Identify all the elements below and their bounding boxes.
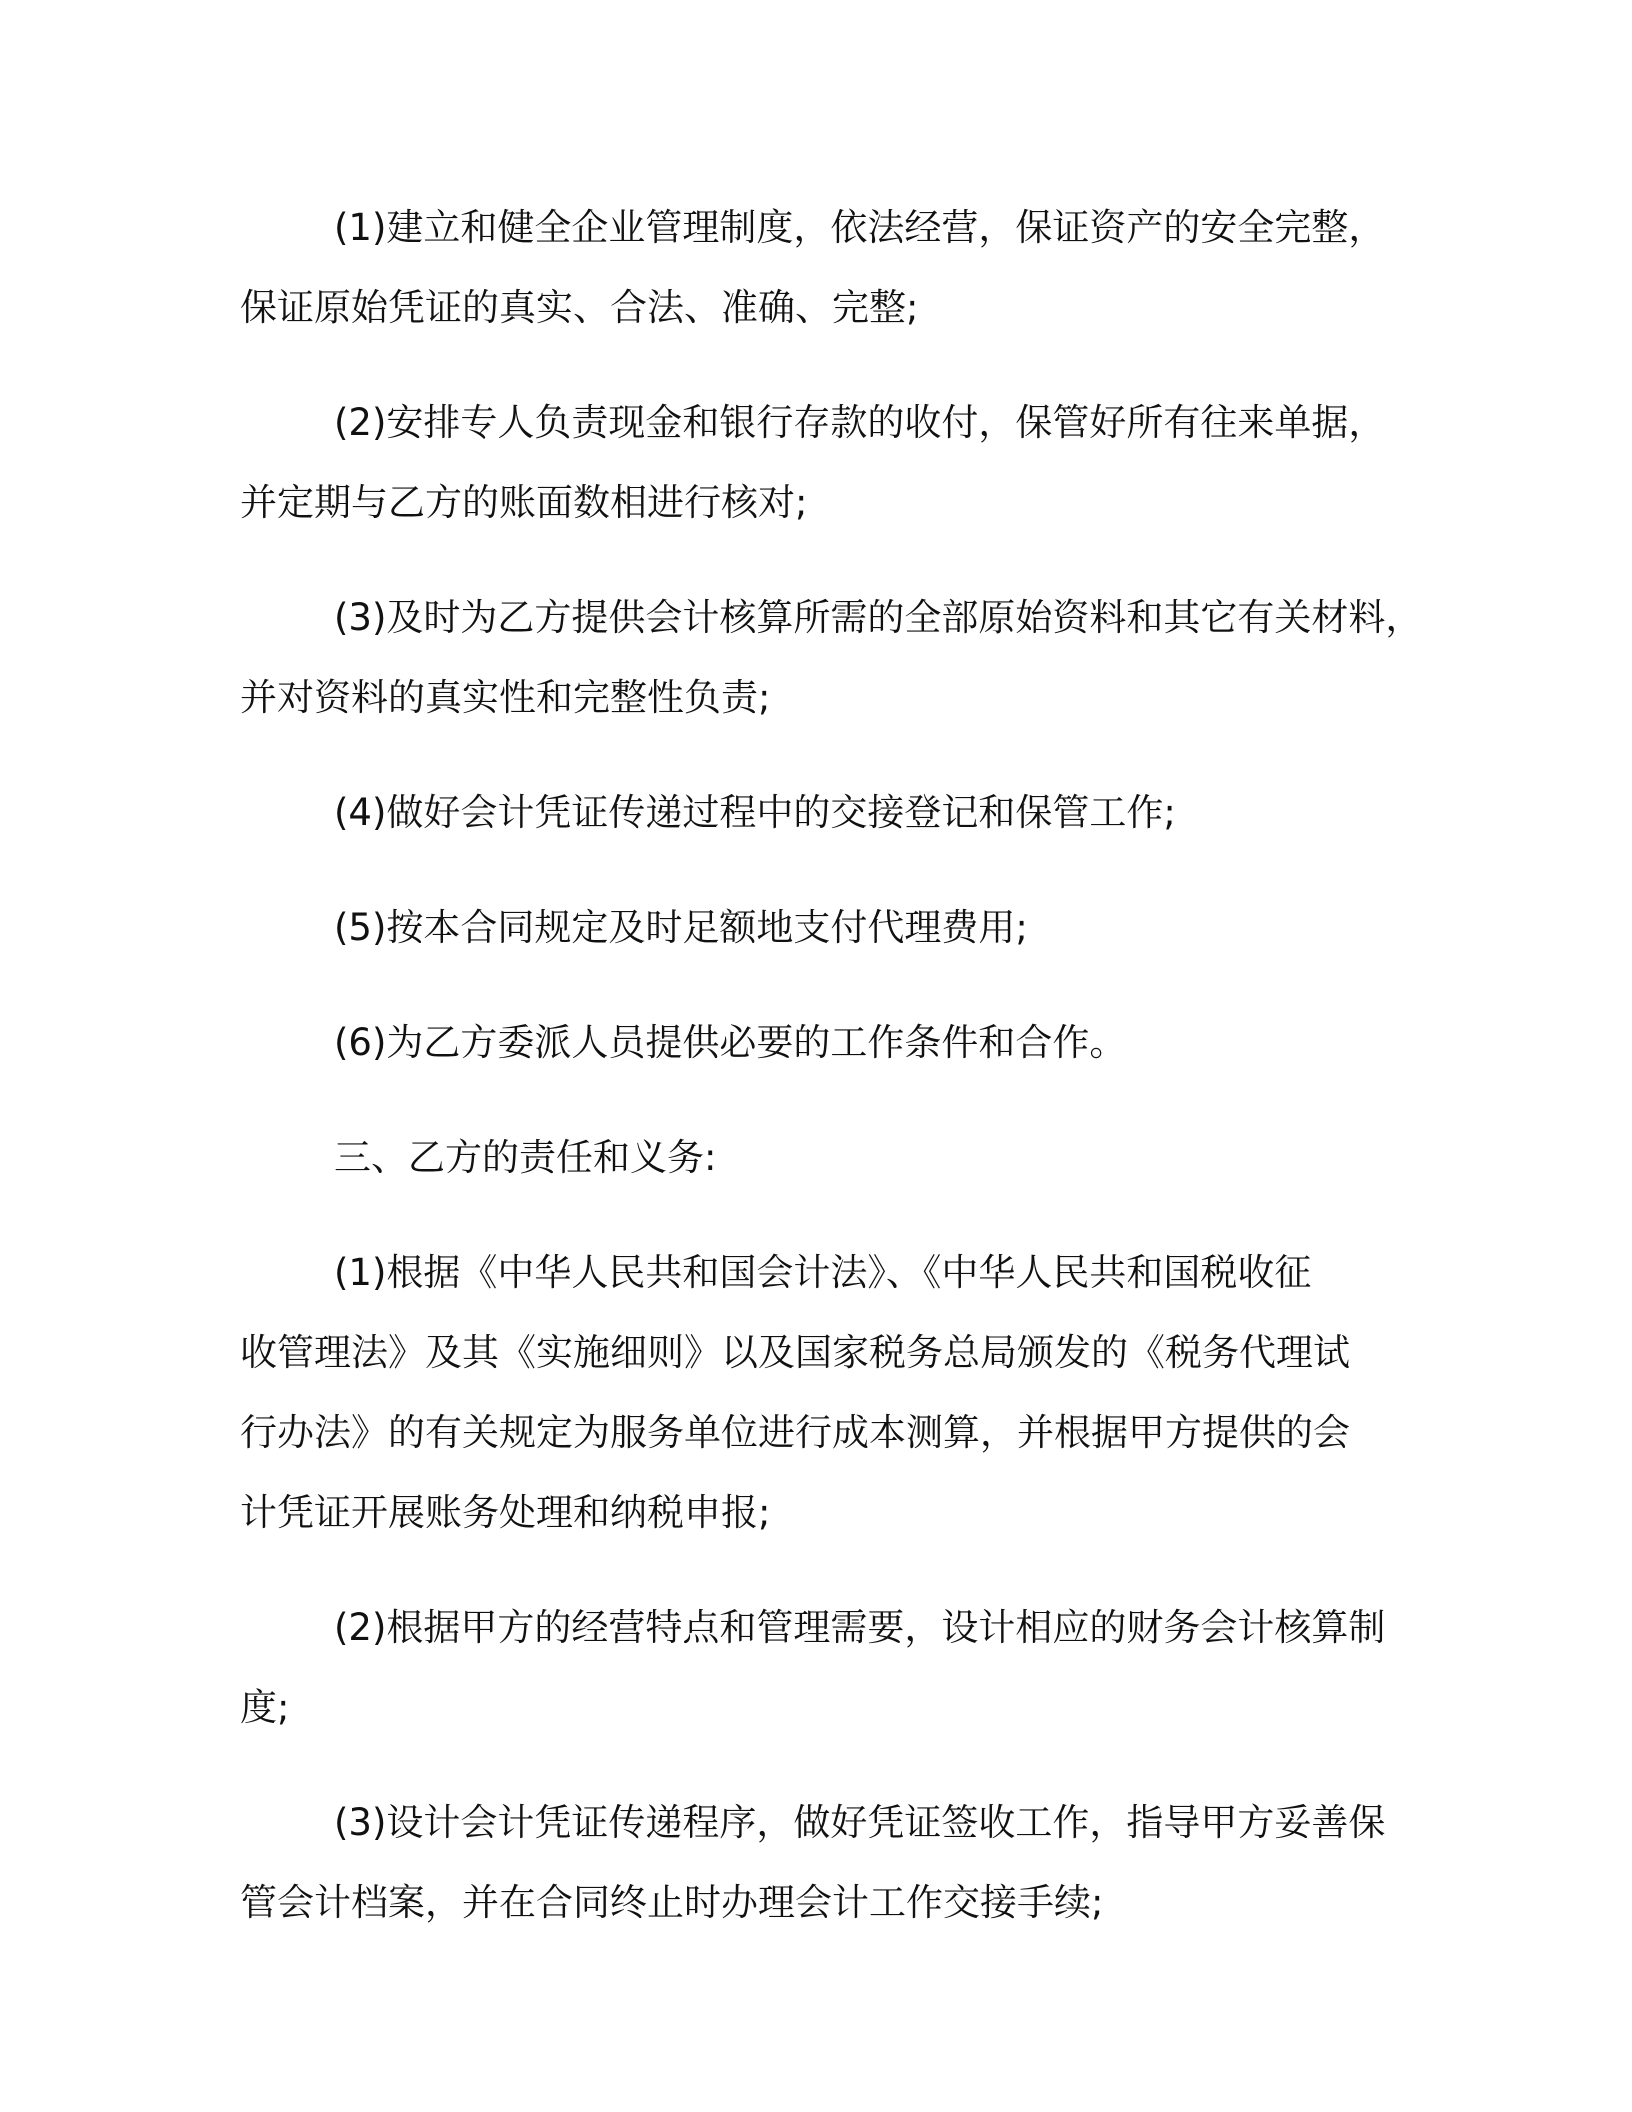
paragraph-party-b-duty-1 — [240, 1233, 1410, 1553]
paragraph-line: (3)设计会计凭证传递程序，做好凭证签收工作，指导甲方妥善保 — [334, 1801, 1386, 1844]
paragraph-line: (5)按本合同规定及时足额地支付代理费用; — [334, 906, 1028, 949]
paragraph-party-b-duty-2 — [240, 1588, 1410, 1748]
paragraph-line: 并对资料的真实性和完整性负责; — [240, 676, 771, 719]
paragraph-line: 收管理法》及其《实施细则》以及国家税务总局颁发的《税务代理试 — [240, 1331, 1350, 1374]
paragraph-line: (2)根据甲方的经营特点和管理需要，设计相应的财务会计核算制 — [334, 1606, 1386, 1649]
paragraph-party-b-duty-3 — [240, 1783, 1410, 1943]
section-heading-text: 三、乙方的责任和义务: — [334, 1136, 717, 1179]
paragraph-party-a-duty-1 — [240, 188, 1410, 348]
paragraph-party-a-duty-3 — [240, 578, 1423, 738]
paragraph-line: (1)建立和健全企业管理制度，依法经营，保证资产的安全完整， — [334, 206, 1386, 249]
paragraph-line: 并定期与乙方的账面数相进行核对; — [240, 481, 808, 524]
paragraph-line: (4)做好会计凭证传递过程中的交接登记和保管工作; — [334, 791, 1176, 834]
paragraph-line: 保证原始凭证的真实、合法、准确、完整; — [240, 286, 919, 329]
paragraph-line: 度; — [240, 1686, 290, 1729]
paragraph-party-a-duty-2 — [240, 383, 1410, 543]
paragraph-party-a-duty-4 — [240, 773, 1410, 853]
paragraph-line: (2)安排专人负责现金和银行存款的收付，保管好所有往来单据， — [334, 401, 1386, 444]
paragraph-line: 管会计档案，并在合同终止时办理会计工作交接手续; — [240, 1881, 1104, 1924]
document-body — [240, 188, 1423, 1978]
paragraph-line: 行办法》的有关规定为服务单位进行成本测算，并根据甲方提供的会 — [240, 1411, 1350, 1454]
paragraph-line: 计凭证开展账务处理和纳税申报; — [240, 1491, 771, 1534]
paragraph-line: (6)为乙方委派人员提供必要的工作条件和合作。 — [334, 1021, 1127, 1064]
paragraph-line: (1)根据《中华人民共和国会计法》、《中华人民共和国税收征 — [334, 1251, 1312, 1294]
paragraph-party-a-duty-5 — [240, 888, 1410, 968]
section-heading-party-b — [240, 1118, 1410, 1198]
paragraph-party-a-duty-6 — [240, 1003, 1410, 1083]
paragraph-line: (3)及时为乙方提供会计核算所需的全部原始资料和其它有关材料， — [334, 596, 1423, 639]
